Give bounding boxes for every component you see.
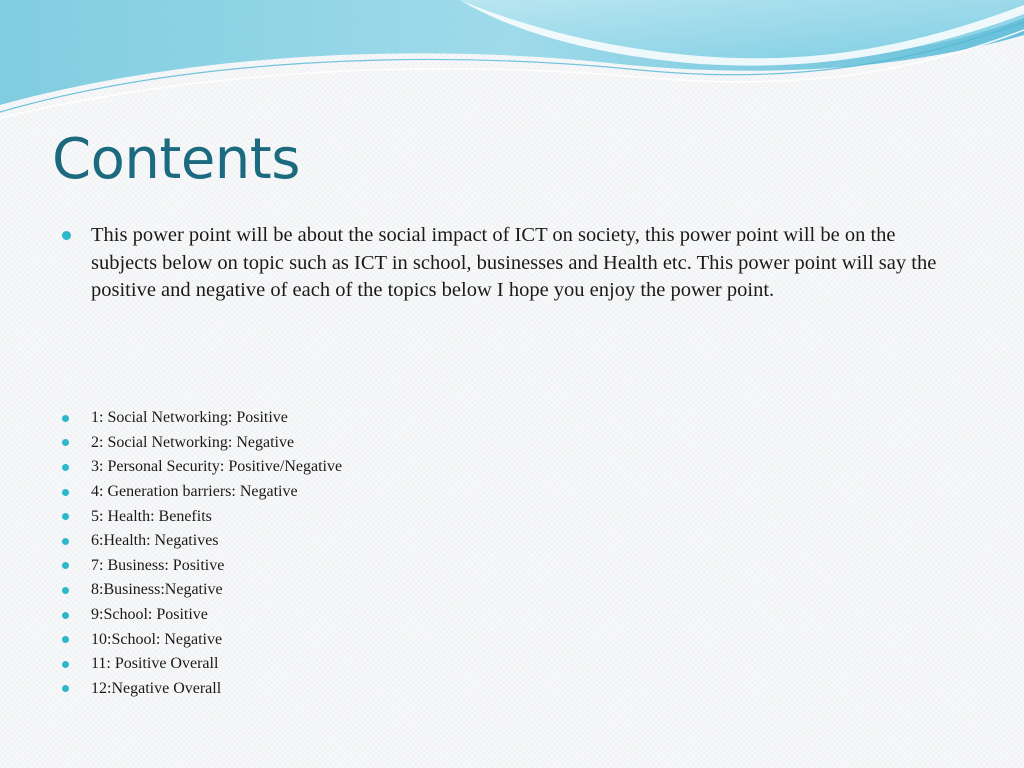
topic-list-item <box>62 431 342 456</box>
topic-label: 2: Social Networking: Negative <box>91 433 295 451</box>
bullet-dot-icon <box>62 489 69 496</box>
topic-label: 4: Generation barriers: Negative <box>91 483 298 501</box>
topic-list-item <box>62 406 342 431</box>
topic-list-item <box>62 677 342 702</box>
bullet-dot-icon <box>62 661 69 668</box>
topic-label: 1: Social Networking: Positive <box>91 409 288 427</box>
topic-list-item <box>62 603 342 628</box>
bullet-dot-icon <box>62 415 69 422</box>
topic-label: 12:Negative Overall <box>91 679 222 697</box>
slide-title: Contents <box>52 127 300 192</box>
topic-list-item <box>62 455 342 480</box>
topic-label: 3: Personal Security: Positive/Negative <box>91 458 343 476</box>
topic-label: 11: Positive Overall <box>91 655 219 673</box>
bullet-dot-icon <box>62 513 69 520</box>
bullet-dot-icon <box>62 538 69 545</box>
bullet-dot-icon <box>62 464 69 471</box>
bullet-dot-icon <box>62 562 69 569</box>
topic-list-item <box>62 578 342 603</box>
intro-text: This power point will be about the social impact of ICT on society, this power point will be on the subjects below on topic such as ICT in school, businesses and Health etc. This power point will say the positive and negative of each of the topics below I hope you enjoy the power point. <box>91 224 937 301</box>
topic-list-item <box>62 627 342 652</box>
bullet-dot-icon <box>62 439 69 446</box>
topic-list-item <box>62 554 342 579</box>
topic-list-item <box>62 529 342 554</box>
bullet-dot-icon <box>62 636 69 643</box>
topic-label: 5: Health: Benefits <box>91 507 212 525</box>
header-wave-decoration <box>0 0 1024 130</box>
bullet-dot-icon <box>62 231 71 240</box>
topic-list-item <box>62 480 342 505</box>
topics-list <box>62 406 342 701</box>
intro-paragraph <box>62 222 962 305</box>
topic-list-item <box>62 652 342 677</box>
bullet-dot-icon <box>62 587 69 594</box>
topic-label: 9:School: Positive <box>91 606 208 624</box>
topic-list-item <box>62 504 342 529</box>
bullet-dot-icon <box>62 612 69 619</box>
topic-label: 8:Business:Negative <box>91 581 223 599</box>
bullet-dot-icon <box>62 685 69 692</box>
topic-label: 10:School: Negative <box>91 630 223 648</box>
topic-label: 7: Business: Positive <box>91 556 225 574</box>
topic-label: 6:Health: Negatives <box>91 532 219 550</box>
